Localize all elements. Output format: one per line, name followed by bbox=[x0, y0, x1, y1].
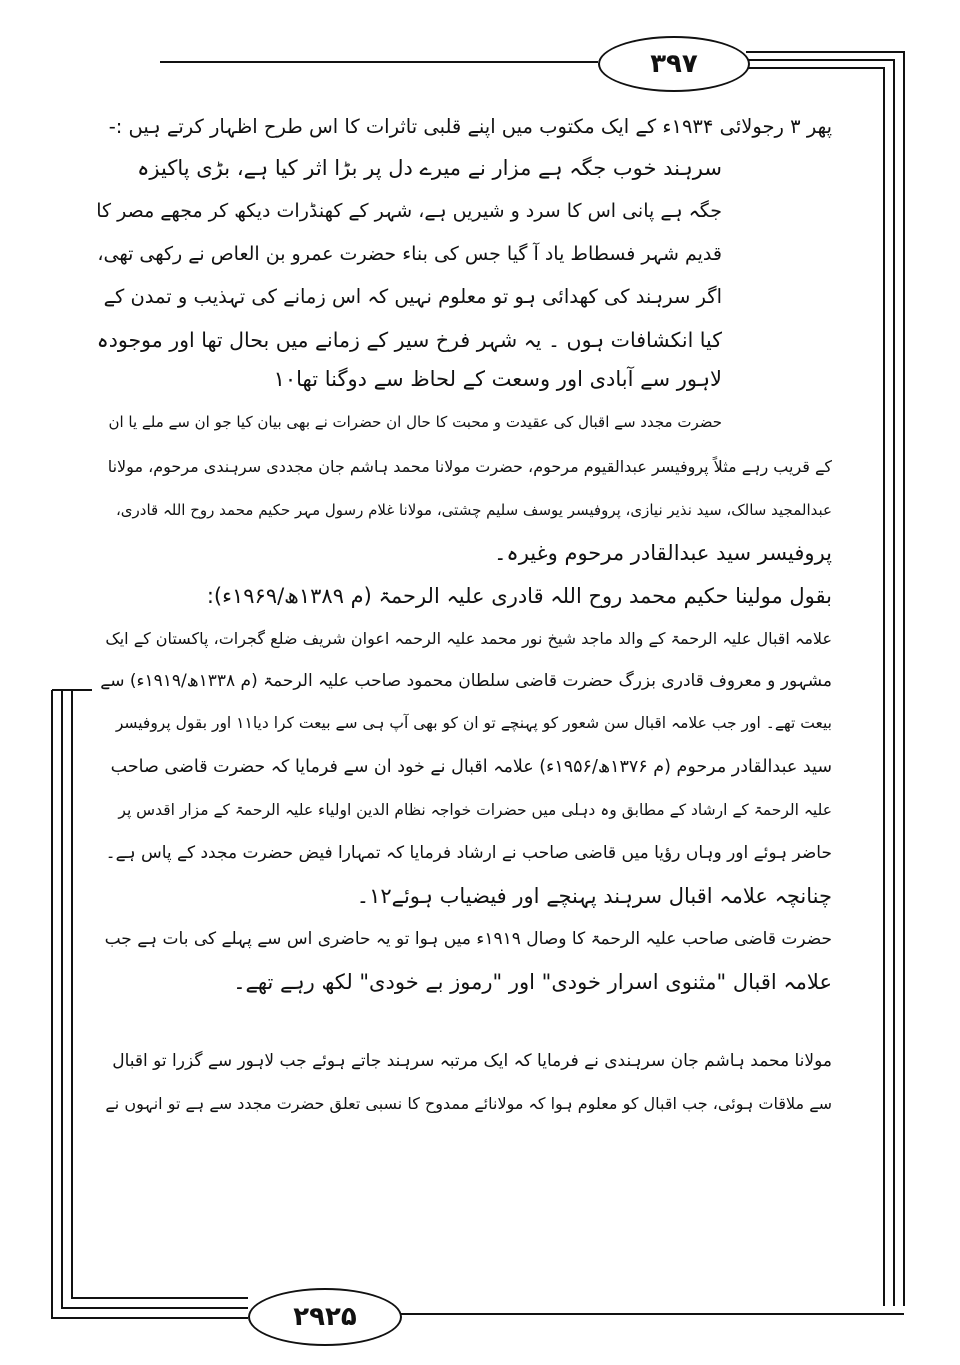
text-line: سے ملاقات ہوئی، جب اقبال کو معلوم ہوا کہ مولانائے ممدوح کا نسبی تعلق حضرت مجدد سے ہے تو انہوں نے bbox=[105, 1094, 832, 1113]
text-line: مولانا محمد ہاشم جان سرہندی نے فرمایا کہ ایک مرتبہ سرہند جاتے ہوئے جب لاہور سے گزرا تو اقبال bbox=[112, 1051, 832, 1071]
page-number-bottom: ۲۹۲۵ bbox=[248, 1288, 402, 1346]
text-line: حضرت مجدد سے اقبال کی عقیدت و محبت کا حال ان حضرات نے بھی بیان کیا جو ان سے ملے یا ان bbox=[108, 413, 722, 431]
text-line: پروفیسر سید عبدالقادر مرحوم وغیرہ۔ bbox=[494, 541, 832, 565]
text-line: پھر ۳ رجولائی ۱۹۳۴ء کے ایک مکتوب میں اپنے قلبی تاثرات کا اس طرح اظہار کرتے ہیں :- bbox=[108, 115, 832, 138]
text-line: سید عبدالقادر مرحوم (م ۱۳۷۶ھ/۱۹۵۶ء) علامہ اقبال نے خود ان سے فرمایا کہ حضرت قاضی صاحب bbox=[110, 757, 832, 777]
text-line: علیہ الرحمۃ کے ارشاد کے مطابق وہ دہلی میں حضرات خواجہ نظام الدین اولیاء علیہ الرحمۃ کے مزار اقدس پر bbox=[118, 801, 832, 819]
text-line: کے قریب رہے مثلاً پروفیسر عبدالقیوم مرحوم، حضرت مولانا محمد ہاشم جان مجددی سرہندی مرحوم، مولانا bbox=[107, 457, 832, 476]
text-line: بیعت تھے۔ اور جب علامہ اقبال سن شعور کو پہنچے تو ان کو بھی آپ ہی سے بیعت کرا دیا۱۱ اور بقول پروفیسر bbox=[115, 714, 832, 732]
text-line: بقول مولینا حکیم محمد روح اللہ قادری علیہ الرحمۃ (م ۱۳۸۹ھ/۱۹۶۹ء): bbox=[206, 584, 832, 608]
page-number-top: ۳۹۷ bbox=[598, 36, 750, 92]
text-line: علامہ اقبال علیہ الرحمۃ کے والد ماجد شیخ نور محمد علیہ الرحمہ اعوان شریف ضلع گجرات، پاکستان کے ایک bbox=[105, 629, 832, 648]
text-line: سرہند خوب جگہ ہے مزار نے میرے دل پر بڑا اثر کیا ہے، بڑی پاکیزہ bbox=[137, 156, 722, 180]
text-line: چنانچہ علامہ اقبال سرہند پہنچے اور فیضیاب ہوئے۱۲۔ bbox=[356, 884, 832, 908]
text-line: قدیم شہر فسطاط یاد آ گیا جس کی بناء حضرت عمرو بن العاص نے رکھی تھی، bbox=[97, 243, 722, 265]
text-line: اگر سرہند کی کھدائی ہو تو معلوم نہیں کہ اس زمانے کی تہذیب و تمدن کے bbox=[103, 285, 722, 308]
text-line: مشہور و معروف قادری بزرگ حضرت قاضی سلطان محمود صاحب علیہ الرحمۃ (م ۱۳۳۸ھ/۱۹۱۹ء) سے bbox=[100, 671, 832, 691]
text-line: لاہور سے آبادی اور وسعت کے لحاظ سے دوگنا تھا۱۰ bbox=[273, 367, 722, 391]
text-line: جگہ ہے پانی اس کا سرد و شیریں ہے، شہر کے کھنڈرات دیکھ کر مجھے مصر کا bbox=[96, 200, 722, 222]
text-line: علامہ اقبال "مثنوی اسرار خودی" اور "رموز بے خودی" لکھ رہے تھے۔ bbox=[233, 970, 832, 994]
text-line: کیا انکشافات ہوں ۔ یہ شہر فرخ سیر کے زمانے میں بحال تھا اور موجودہ bbox=[96, 328, 722, 352]
text-line: عبدالمجید سالک، سید نذیر نیازی، پروفیسر یوسف سلیم چشتی، مولانا غلام رسول مہر حکیم محمد روح اللہ قادری، bbox=[115, 501, 832, 519]
text-line: حضرت قاضی صاحب علیہ الرحمۃ کا وصال ۱۹۱۹ء میں ہوا تو یہ حاضری اس سے پہلے کی بات ہے جب bbox=[104, 929, 832, 949]
text-line: حاضر ہوئے اور وہاں رؤیا میں قاضی صاحب نے ارشاد فرمایا کہ تمہارا فیض حضرت مجدد کے پاس ہے۔ bbox=[105, 843, 832, 863]
